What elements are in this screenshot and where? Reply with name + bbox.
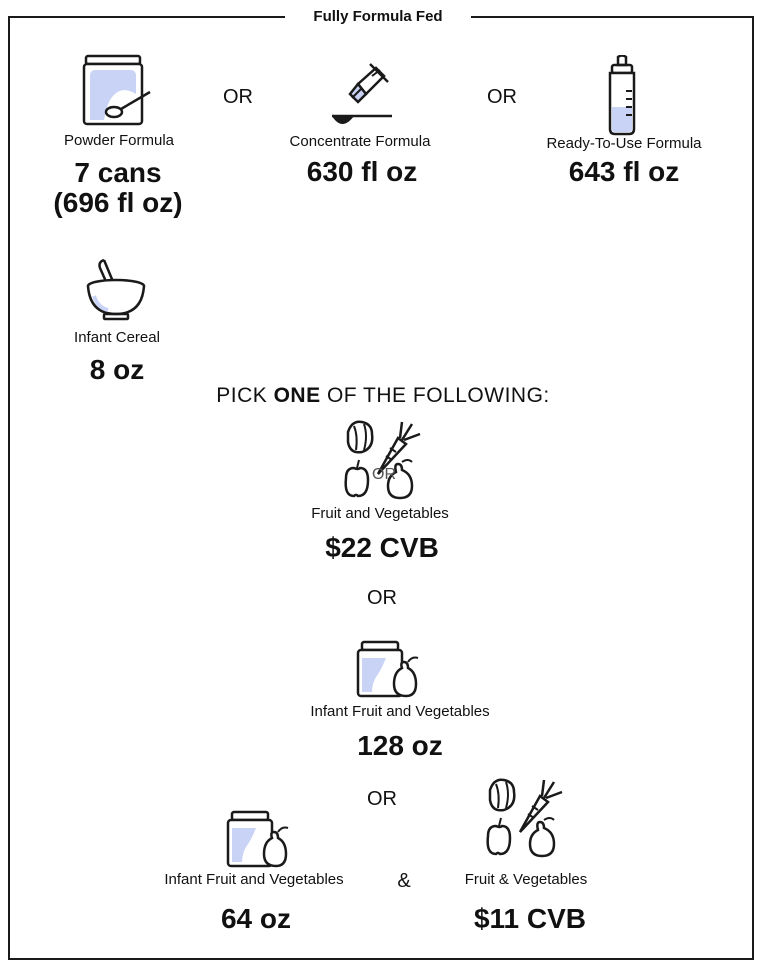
fruit-vegetables-label: Fruit and Vegetables: [311, 505, 449, 522]
powder-formula-floz: (696 fl oz): [53, 187, 183, 218]
infant-cereal-value: 8 oz: [89, 354, 145, 385]
or-text-2: OR: [487, 86, 517, 108]
ready-to-use-formula-value: 643 fl oz: [568, 156, 680, 187]
or-text-overlay: OR: [372, 466, 396, 483]
combo-infant-fruit-vegetables-value: 64 oz: [220, 903, 292, 934]
or-text-3: OR: [367, 587, 397, 609]
infant-fruit-vegetables-label: Infant Fruit and Vegetables: [310, 703, 490, 720]
baby-food-jar-icon: [356, 640, 420, 700]
infant-fruit-vegetables-value: 128 oz: [357, 730, 443, 761]
pick-one-heading: PICK ONE OF THE FOLLOWING:: [216, 384, 550, 407]
powder-formula-can-icon: [80, 54, 156, 126]
fruit-vegetables-icon: [340, 418, 424, 500]
concentrate-formula-value: 630 fl oz: [306, 156, 418, 187]
combo-infant-fruit-vegetables-label: Infant Fruit and Vegetables: [164, 871, 344, 888]
concentrate-formula-label: Concentrate Formula: [289, 133, 431, 150]
concentrate-formula-icon: [328, 60, 398, 132]
combo-fruit-vegetables-label: Fruit & Vegetables: [464, 871, 588, 888]
page-title: Fully Formula Fed: [285, 6, 471, 28]
or-text-4: OR: [367, 788, 397, 810]
powder-formula-label: Powder Formula: [63, 132, 175, 149]
fruit-vegetables-value: $22 CVB: [325, 532, 439, 563]
cereal-bowl-icon: [84, 256, 148, 322]
baby-food-jar-icon: [226, 810, 290, 870]
infant-cereal-label: Infant Cereal: [74, 329, 160, 346]
combo-fruit-vegetables-value: $11 CVB: [473, 903, 587, 934]
ampersand: &: [397, 870, 411, 892]
ready-to-use-formula-label: Ready-To-Use Formula: [546, 135, 702, 152]
powder-formula-cans: 7 cans: [74, 157, 162, 188]
or-text-1: OR: [223, 86, 253, 108]
baby-bottle-icon: [604, 55, 640, 137]
fruit-vegetables-icon: [482, 776, 566, 858]
